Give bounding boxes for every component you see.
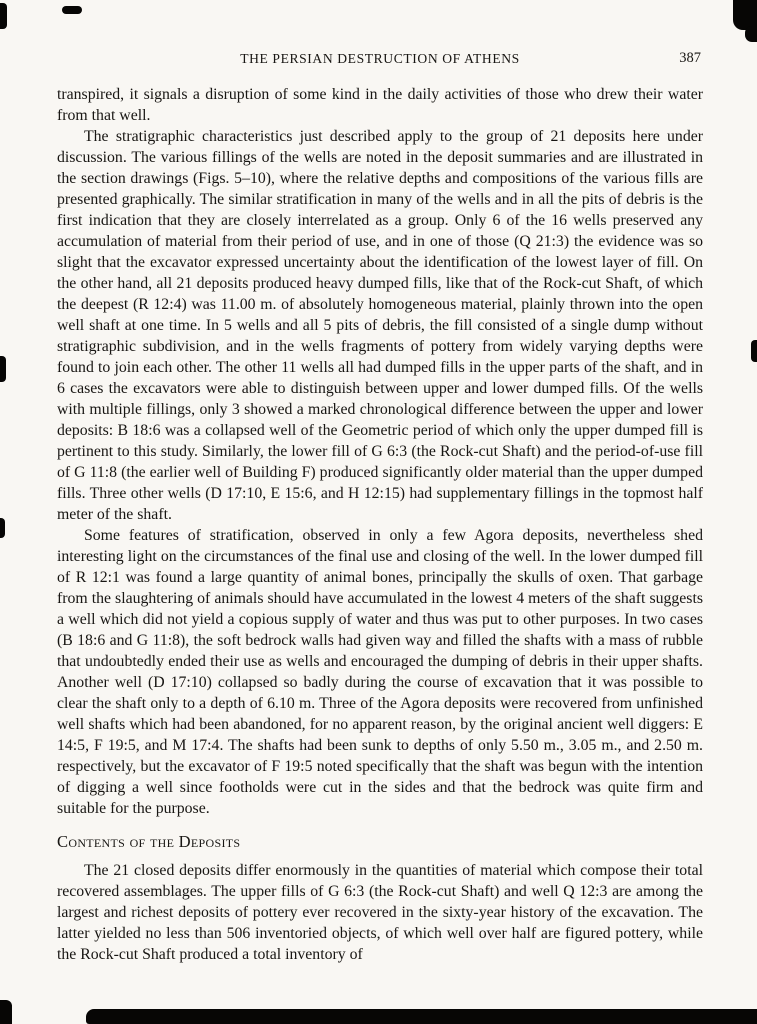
body-text [57, 84, 703, 965]
paragraph-continuation: transpired, it signals a disruption of some kind in the daily activities of those who drew their water from that well. [57, 86, 703, 124]
scan-artifact-top-left-edge [0, 3, 7, 29]
scan-artifact-top-right-tail [745, 26, 757, 42]
scan-artifact-left-edge-1 [0, 356, 6, 382]
section-heading: Contents of the Deposits [57, 832, 241, 851]
running-head [57, 50, 703, 70]
page-title: THE PERSIAN DESTRUCTION OF ATHENS [240, 51, 520, 66]
scan-artifact-top-left-dash [62, 6, 82, 14]
text-block [57, 50, 703, 965]
page-number: 387 [679, 50, 701, 66]
paragraph-features: Some features of stratification, observed in only a few Agora deposits, nevertheless shed interesting light on the circumstances of the final use and closing of the well. In the lower dumped fill of R 12:1 was found a large quantity of animal bones, principally the skulls of oxen. That garbage from the slaughtering of animals should have accumulated in the lowest 4 meters of the shaft suggests a well which did not yield a copious supply of water and thus was put to other purposes. In two cases (B 18:6 and G 11:8), the soft bedrock walls had given way and filled the shafts with a mass of rubble that undoubtedly ended their use as wells and encouraged the dumping of debris in their upper shafts. Another well (D 17:10) collapsed so badly during the course of excavation that it was possible to clear the shaft only to a depth of 6.10 m. Three of the Agora deposits were recovered from unfinished well shafts which had been abandoned, for no apparent reason, by the original ancient well diggers: E 14:5, F 19:5, and M 17:4. The shafts had been sunk to depths of only 5.50 m., 3.05 m., and 2.50 m. respectively, but the excavator of F 19:5 noted specifically that the shaft was begun with the intention of digging a well since footholds were cut in the sides and that the bedrock was quite firm and suitable for the purpose. [57, 527, 703, 817]
paragraph-stratigraphy: The stratigraphic characteristics just described apply to the group of 21 deposits here under discussion. The various fillings of the wells are noted in the deposit summaries and are illustrated in the section drawings (Figs. 5–10), where the relative depths and compositions of the various fills are presented graphically. The similar stratification in many of the wells and in all the pits of debris is the first indication that they are closely interrelated as a group. Only 6 of the 16 wells preserved any accumulation of material from their period of use, and in one of those (Q 21:3) the evidence was so slight that the excavator expressed uncertainty about the identification of the lowest layer of fill. On the other hand, all 21 deposits produced heavy dumped fills, like that of the Rock-cut Shaft, of which the deepest (R 12:4) was 11.00 m. of absolutely homogeneous material, plainly thrown into the open well shaft at one time. In 5 wells and all 5 pits of debris, the fill consisted of a single dump without stratigraphic subdivision, and in the wells fragments of pottery from widely varying depths were found to join each other. The other 11 wells all had dumped fills in the upper parts of the shaft, and in 6 cases the excavators were able to distinguish between upper and lower dumped fills. Of the wells with multiple fillings, only 3 showed a marked chronological difference between the upper and lower deposits: B 18:6 was a collapsed well of the Geometric period of which only the upper dumped fill is pertinent to this study. Similarly, the lower fill of G 6:3 (the Rock-cut Shaft) and the period-of-use fill of G 11:8 (the earlier well of Building F) produced significantly older material than the upper dumped fills. Three other wells (D 17:10, E 15:6, and H 12:15) had supplementary fillings in the topmost half meter of the shaft. [57, 128, 703, 523]
scan-artifact-bottom-bar [86, 1009, 757, 1024]
paragraph-contents: The 21 closed deposits differ enormously in the quantities of material which compose their total recovered assemblages. The upper fills of G 6:3 (the Rock-cut Shaft) and well Q 12:3 are among the largest and richest deposits of pottery ever recovered in the sixty-year history of the excavation. The latter yielded no less than 506 inventoried objects, of which well over half are figured pottery, while the Rock-cut Shaft produced a total inventory of [57, 862, 703, 963]
scan-artifact-right-edge-1 [751, 340, 757, 362]
scan-artifact-left-edge-2 [0, 518, 5, 538]
scan-artifact-bottom-left [0, 1000, 12, 1024]
